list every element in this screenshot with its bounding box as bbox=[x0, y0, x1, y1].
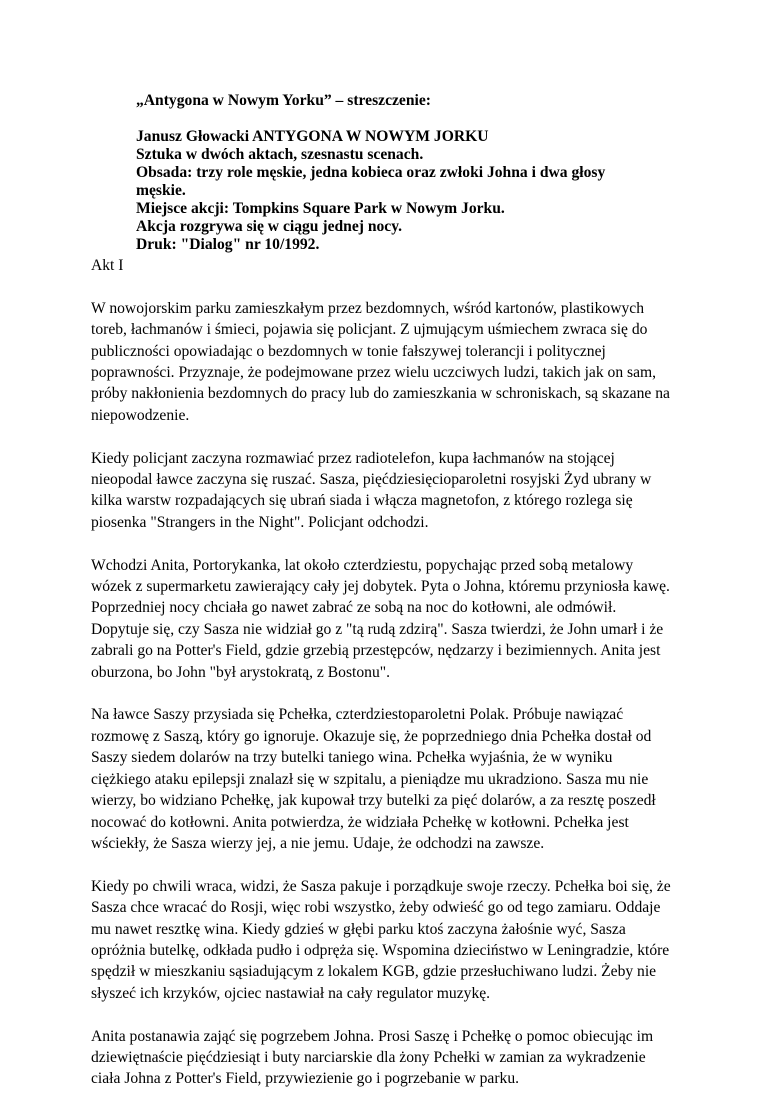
document-header bbox=[136, 92, 656, 254]
author-title-line: Janusz Głowacki ANTYGONA W NOWYM JORKU bbox=[136, 128, 489, 145]
paragraph: Kiedy policjant zaczyna rozmawiać przez radiotelefon, kupa łachmanów na stojącej nieopodal ławce zaczyna się ruszać. Sasza, pięćdziesięcioparoletni rosyjski Żyd ubrany w kilka warstw rozpadających się ubrań siada i włącza magnetofon, z którego rozlega się piosenka "Strangers in the Night". Policjant odchodzi. bbox=[91, 449, 652, 531]
setting-line: Miejsce akcji: Tompkins Square Park w Nowym Jorku. bbox=[136, 200, 505, 217]
paragraph: Anita postanawia zająć się pogrzebem Johna. Prosi Saszę i Pchełkę o pomoc obiecując im dziewiętnaście pięćdziesiąt i buty narciarskie dla żony Pchełki w zamian za wykradzenie ciała Johna z Potter's Field, przywiezienie go i pogrzebanie w parku. bbox=[91, 1027, 654, 1088]
document-body bbox=[91, 255, 671, 1111]
structure-line: Sztuka w dwóch aktach, szesnastu scenach. bbox=[136, 146, 424, 163]
document-title: „Antygona w Nowym Yorku” – streszczenie: bbox=[136, 92, 431, 109]
paragraph: Wchodzi Anita, Portorykanka, lat około czterdziestu, popychając przed sobą metalowy wózek z supermarketu zawierający cały jej dobytek. Pyta o Johna, któremu przyniosła kawę. Poprzedniej nocy chciała go nawet zabrać ze sobą na noc do kotłowni, ale odmówił. Dopytuje się, czy Sasza nie widział go z "tą rudą zdzirą". Sasza twierdzi, że John umarł i że zabrali go na Potter's Field, gdzie grzebią przestępców, nędzarzy i bezimiennych. Anita jest oburzona, bo John "był arystokratą, z Bostonu". bbox=[91, 556, 670, 681]
publication-line: Druk: "Dialog" nr 10/1992. bbox=[136, 236, 320, 253]
paragraph: Na ławce Saszy przysiada się Pchełka, czterdziestoparoletni Polak. Próbuje nawiązać rozmowę z Saszą, który go ignoruje. Okazuje się, że poprzedniego dnia Pchełka dostał od Saszy siedem dolarów na trzy butelki taniego wina. Pchełka wyjaśnia, że w wyniku ciężkiego ataku epilepsji znalazł się w szpitalu, a pieniądze mu ukradziono. Sasza mu nie wierzy, bo widziano Pchełkę, jak kupował trzy butelki za pięć dolarów, a za resztę poszedł nocować do kotłowni. Anita potwierdza, że widziała Pchełkę w kotłowni. Pchełka jest wściekły, że Sasza wierzy jej, a nie jemu. Udaje, że odchodzi na zawsze. bbox=[91, 706, 656, 852]
cast-line: Obsada: trzy role męskie, jedna kobieca oraz zwłoki Johna i dwa głosy męskie. bbox=[136, 164, 606, 199]
paragraph: W nowojorskim parku zamieszkałym przez bezdomnych, wśród kartonów, plastikowych toreb, łachmanów i śmieci, pojawia się policjant. Z ujmującym uśmiechem zwraca się do publiczności opowiadając o bezdomnych w tonie fałszywej tolerancji i politycznej poprawności. Przyznaje, że podejmowane przez wielu uczciwych ludzi, takich jak on sam, próby nakłonienia bezdomnych do pracy lub do zamieszkania w schroniskach, są skazane na niepowodzenie. bbox=[91, 299, 670, 424]
paragraph: Kiedy po chwili wraca, widzi, że Sasza pakuje i porządkuje swoje rzeczy. Pchełka boi się, że Sasza chce wracać do Rosji, więc robi wszystko, żeby odwieść go od tego zamiaru. Oddaje mu nawet resztkę wina. Kiedy gdzieś w głębi parku ktoś zaczyna żałośnie wyć, Sasza opróżnia butelkę, odkłada pudło i odpręża się. Wspomina dzieciństwo w Leningradzie, które spędził w mieszkaniu sąsiadującym z lokalem KGB, gdzie przesłuchiwano ludzi. Żeby nie słyszeć ich krzyków, ojciec nastawiał na cały regulator muzykę. bbox=[91, 877, 671, 1002]
act-heading: Akt I bbox=[91, 257, 124, 274]
timeframe-line: Akcja rozgrywa się w ciągu jednej nocy. bbox=[136, 218, 403, 235]
